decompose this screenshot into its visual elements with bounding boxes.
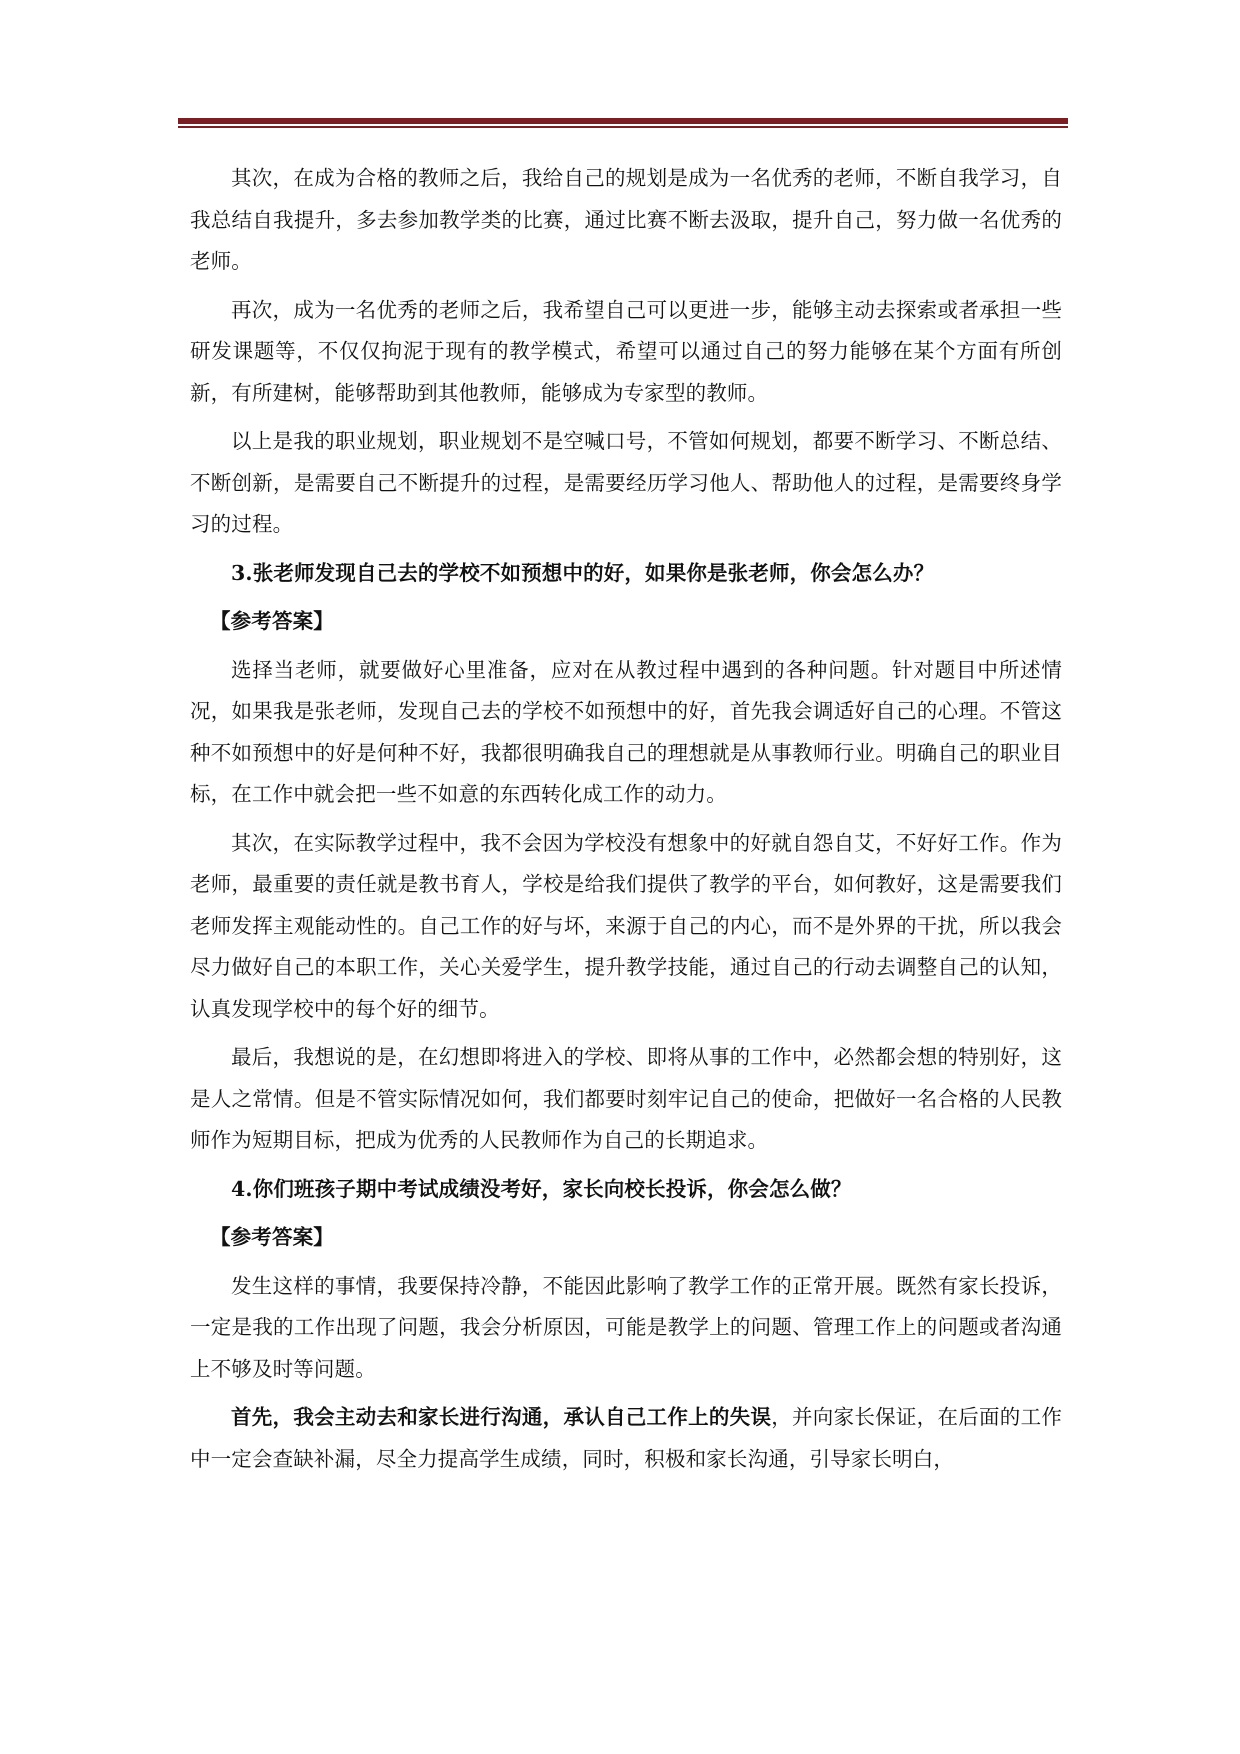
- paragraph: 其次，在成为合格的教师之后，我给自己的规划是成为一名优秀的老师，不断自我学习，自我总结自我提升，多去参加教学类的比赛，通过比赛不断去汲取，提升自己，努力做一名优秀的老师。: [190, 166, 1062, 273]
- paragraph-with-emphasis: [190, 1397, 1062, 1480]
- emphasis-text: 首先，我会主动去和家长进行沟通，承认自己工作上的失误: [231, 1405, 772, 1429]
- answer-label: 【参考答案】: [210, 1225, 334, 1249]
- paragraph: 其次，在实际教学过程中，我不会因为学校没有想象中的好就自怨自艾，不好好工作。作为老师，最重要的责任就是教书育人，学校是给我们提供了教学的平台，如何教好，这是需要我们老师发挥主观能动性的。自己工作的好与坏，来源于自己的内心，而不是外界的干扰，所以我会尽力做好自己的本职工作，关心关爱学生，提升教学技能，通过自己的行动去调整自己的认知，认真发现学校中的每个好的细节。: [190, 830, 1062, 1021]
- paragraph: 再次，成为一名优秀的老师之后，我希望自己可以更进一步，能够主动去探索或者承担一些研发课题等，不仅仅拘泥于现有的教学模式，希望可以通过自己的努力能够在某个方面有所创新，有所建树，能够帮助到其他教师，能够成为专家型的教师。: [190, 297, 1062, 405]
- paragraph: 以上是我的职业规划，职业规划不是空喊口号，不管如何规划，都要不断学习、不断总结、不断创新，是需要自己不断提升的过程，是需要经历学习他人、帮助他人的过程，是需要终身学习的过程。: [190, 429, 1062, 536]
- answer-label: 【参考答案】: [210, 609, 334, 633]
- question-heading-4: 4.你们班孩子期中考试成绩没考好，家长向校长投诉，你会怎么做？: [231, 1176, 852, 1201]
- question-heading-3: 3.张老师发现自己去的学校不如预想中的好，如果你是张老师，你会怎么办？: [231, 560, 935, 585]
- paragraph: 发生这样的事情，我要保持冷静，不能因此影响了教学工作的正常开展。既然有家长投诉，一定是我的工作出现了问题，我会分析原因，可能是教学上的问题、管理工作上的问题或者沟通上不够及时等问题。: [190, 1273, 1062, 1381]
- paragraph-text: ，并向家长保证，在后面的工作中一定会查缺补漏，尽全力提高学生成绩，同时，积极和家长沟通，引导家长明白，: [190, 1405, 1062, 1471]
- document-body: [190, 158, 1062, 1487]
- paragraph: 选择当老师，就要做好心里准备，应对在从教过程中遇到的各种问题。针对题目中所述情况，如果我是张老师，发现自己去的学校不如预想中的好，首先我会调适好自己的心理。不管这种不如预想中的好是何种不好，我都很明确我自己的理想就是从事教师行业。明确自己的职业目标，在工作中就会把一些不如意的东西转化成工作的动力。: [190, 657, 1062, 806]
- paragraph: 最后，我想说的是，在幻想即将进入的学校、即将从事的工作中，必然都会想的特别好，这是人之常情。但是不管实际情况如何，我们都要时刻牢记自己的使命，把做好一名合格的人民教师作为短期目标，把成为优秀的人民教师作为自己的长期追求。: [190, 1045, 1062, 1152]
- header-rule: [178, 118, 1068, 124]
